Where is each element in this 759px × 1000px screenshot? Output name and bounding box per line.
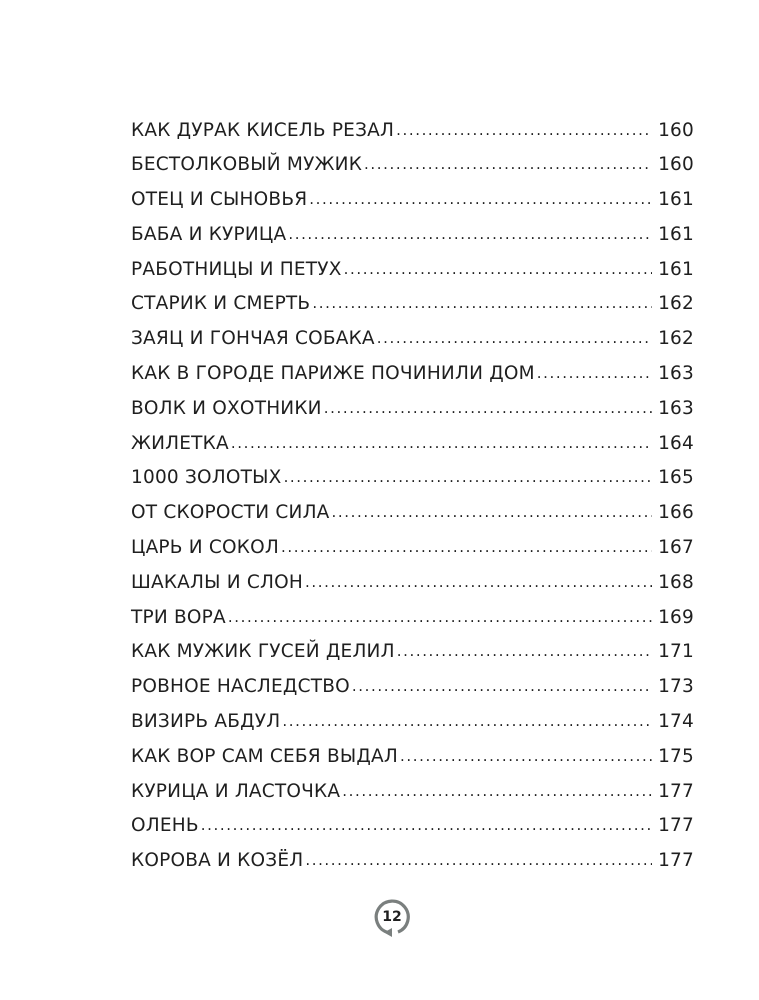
toc-entry-title: ЦАРЬ И СОКОЛ — [131, 537, 279, 559]
toc-entry-page: 174 — [658, 711, 694, 733]
toc-entry-title: ОТЕЦ И СЫНОВЬЯ — [131, 189, 308, 211]
toc-entry[interactable] — [131, 639, 694, 674]
toc-entry-page: 168 — [658, 571, 694, 593]
toc-entry-title: ТРИ ВОРА — [131, 606, 226, 628]
toc-entry[interactable] — [131, 500, 694, 535]
toc-entry-page: 164 — [658, 432, 694, 454]
toc-entry[interactable] — [131, 465, 694, 500]
toc-entry[interactable] — [131, 743, 694, 778]
toc-leader-dots — [344, 256, 652, 275]
toc-entry[interactable] — [131, 326, 694, 361]
toc-entry[interactable] — [131, 569, 694, 604]
toc-entry[interactable] — [131, 256, 694, 291]
toc-entry-title: ВИЗИРЬ АБДУЛ — [131, 711, 281, 733]
toc-leader-dots — [228, 604, 652, 623]
toc-leader-dots — [332, 500, 653, 519]
toc-leader-dots — [364, 152, 652, 171]
toc-leader-dots — [537, 361, 652, 380]
toc-leader-dots — [282, 709, 652, 728]
toc-leader-dots — [397, 639, 652, 658]
toc-entry-title: ОТ СКОРОСТИ СИЛА — [131, 502, 330, 524]
toc-entry[interactable] — [131, 848, 694, 883]
toc-entry-title: СТАРИК И СМЕРТЬ — [131, 293, 311, 315]
table-of-contents — [131, 117, 694, 883]
toc-entry-title: ЗАЯЦ И ГОНЧАЯ СОБАКА — [131, 328, 375, 350]
toc-entry-page: 169 — [658, 606, 694, 628]
toc-entry-title: РАБОТНИЦЫ И ПЕТУХ — [131, 258, 342, 280]
toc-leader-dots — [309, 187, 652, 206]
toc-entry[interactable] — [131, 395, 694, 430]
toc-leader-dots — [352, 674, 652, 693]
toc-entry-title: ВОЛК И ОХОТНИКИ — [131, 397, 322, 419]
toc-entry-page: 160 — [658, 154, 694, 176]
toc-entry[interactable] — [131, 813, 694, 848]
toc-entry-title: ШАКАЛЫ И СЛОН — [131, 571, 303, 593]
toc-entry-page: 167 — [658, 537, 694, 559]
toc-entry[interactable] — [131, 221, 694, 256]
toc-leader-dots — [324, 395, 652, 414]
toc-entry-title: ЖИЛЕТКА — [131, 432, 229, 454]
toc-entry-title: БАБА И КУРИЦА — [131, 223, 287, 245]
toc-entry[interactable] — [131, 535, 694, 570]
toc-entry[interactable] — [131, 117, 694, 152]
toc-entry-page: 160 — [658, 119, 694, 141]
toc-leader-dots — [400, 743, 652, 762]
toc-entry-page: 161 — [658, 223, 694, 245]
toc-entry-title: БЕСТОЛКОВЫЙ МУЖИК — [131, 154, 363, 176]
toc-entry-title: КАК МУЖИК ГУСЕЙ ДЕЛИЛ — [131, 641, 395, 663]
toc-entry-page: 162 — [658, 293, 694, 315]
toc-entry-title: ОЛЕНЬ — [131, 815, 199, 837]
toc-entry-page: 171 — [658, 641, 694, 663]
toc-entry-title: КАК В ГОРОДЕ ПАРИЖЕ ПОЧИНИЛИ ДОМ — [131, 363, 535, 385]
toc-leader-dots — [377, 326, 652, 345]
toc-entry[interactable] — [131, 604, 694, 639]
toc-leader-dots — [305, 569, 652, 588]
toc-leader-dots — [312, 291, 652, 310]
toc-entry[interactable] — [131, 430, 694, 465]
page-number: 12 — [382, 909, 402, 925]
toc-entry-page: 177 — [658, 815, 694, 837]
toc-entry[interactable] — [131, 361, 694, 396]
toc-leader-dots — [201, 813, 652, 832]
toc-leader-dots — [284, 465, 653, 484]
page-number-badge — [371, 896, 413, 938]
toc-entry-page: 177 — [658, 850, 694, 872]
toc-leader-dots — [342, 778, 652, 797]
toc-entry-page: 175 — [658, 745, 694, 767]
toc-entry-page: 162 — [658, 328, 694, 350]
toc-entry-page: 165 — [658, 467, 694, 489]
toc-entry-page: 163 — [658, 397, 694, 419]
toc-leader-dots — [288, 221, 652, 240]
toc-leader-dots — [396, 117, 652, 136]
toc-entry[interactable] — [131, 152, 694, 187]
toc-entry[interactable] — [131, 709, 694, 744]
toc-entry[interactable] — [131, 187, 694, 222]
toc-entry-title: КУРИЦА И ЛАСТОЧКА — [131, 780, 341, 802]
toc-entry[interactable] — [131, 778, 694, 813]
toc-entry-title: РОВНОЕ НАСЛЕДСТВО — [131, 676, 350, 698]
toc-entry-page: 173 — [658, 676, 694, 698]
toc-entry-page: 166 — [658, 502, 694, 524]
toc-entry[interactable] — [131, 674, 694, 709]
toc-entry-title: КОРОВА И КОЗЁЛ — [131, 850, 304, 872]
toc-leader-dots — [231, 430, 652, 449]
toc-entry-title: КАК ВОР САМ СЕБЯ ВЫДАЛ — [131, 745, 398, 767]
toc-entry-page: 163 — [658, 363, 694, 385]
toc-entry-page: 161 — [658, 189, 694, 211]
toc-entry-page: 161 — [658, 258, 694, 280]
toc-entry[interactable] — [131, 291, 694, 326]
toc-entry-page: 177 — [658, 780, 694, 802]
toc-leader-dots — [281, 535, 652, 554]
toc-entry-title: 1000 ЗОЛОТЫХ — [131, 467, 282, 489]
toc-leader-dots — [305, 848, 652, 867]
toc-entry-title: КАК ДУРАК КИСЕЛЬ РЕЗАЛ — [131, 119, 395, 141]
